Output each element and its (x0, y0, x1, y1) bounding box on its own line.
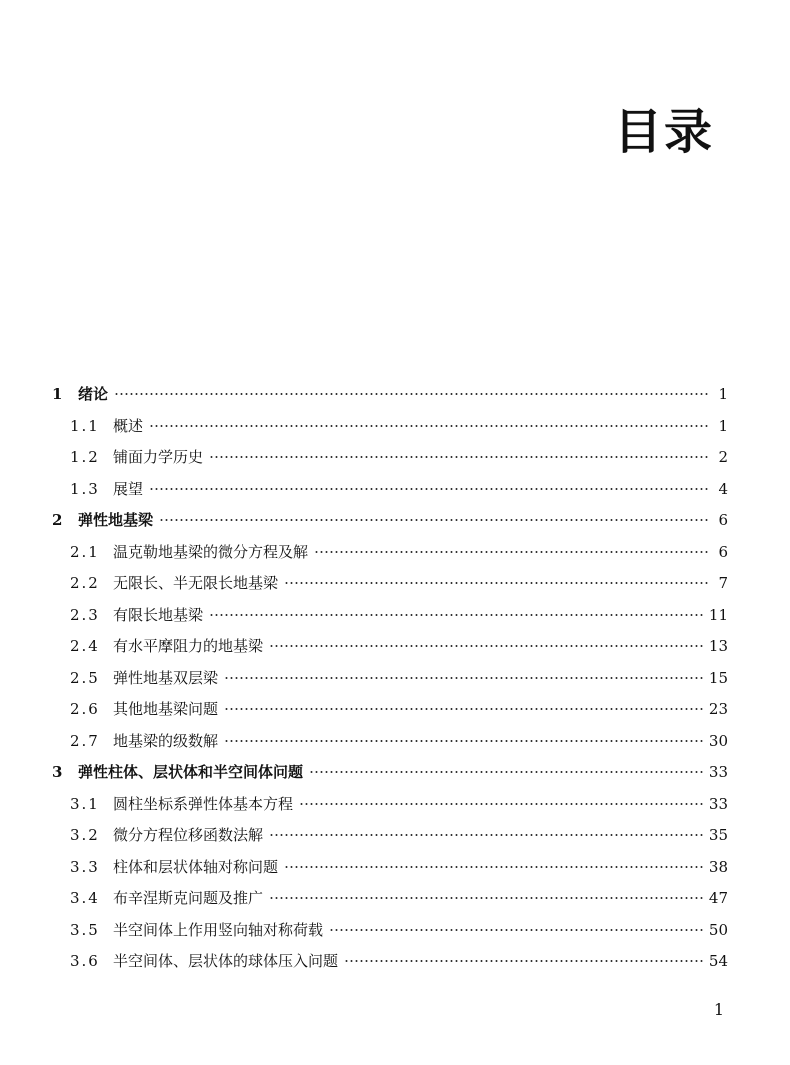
dot-leader (224, 695, 703, 723)
toc-entry[interactable] (0, 601, 790, 629)
toc-entry-page: 33 (708, 794, 728, 813)
toc-entry-page: 1 (718, 416, 728, 435)
toc-entry[interactable] (0, 632, 790, 660)
toc-entry[interactable] (0, 412, 790, 440)
toc-entry-line (113, 821, 728, 849)
toc-entry-line (113, 790, 728, 818)
toc-entry-number: 1.2 (70, 447, 100, 466)
toc-entry-page: 2 (718, 447, 728, 466)
toc-entry-page: 54 (708, 951, 728, 970)
toc-entry-page: 6 (718, 510, 728, 529)
toc-entry-title: 铺面力学历史 (113, 447, 204, 466)
toc-entry[interactable] (0, 853, 790, 881)
toc-entry-line (78, 380, 728, 408)
toc-entry-title: 弹性地基双层梁 (113, 668, 219, 687)
toc-entry-line (113, 853, 728, 881)
toc-entry[interactable] (0, 538, 790, 566)
toc-entry-title: 半空间体上作用竖向轴对称荷载 (113, 920, 324, 939)
toc-entry-number: 3.1 (70, 794, 100, 813)
toc-entry-page: 47 (708, 888, 728, 907)
toc-entry[interactable] (0, 569, 790, 597)
toc-entry-title: 有水平摩阻力的地基梁 (113, 636, 264, 655)
toc-entry-number: 1 (52, 384, 63, 403)
toc-entry-line (113, 884, 728, 912)
toc-entry-line (113, 947, 728, 975)
toc-entry[interactable] (0, 947, 790, 975)
toc-entry-line (113, 695, 728, 723)
toc-entry-page: 38 (708, 857, 728, 876)
toc-entry-line (113, 632, 728, 660)
toc-entry[interactable] (0, 758, 790, 786)
toc-entry-title: 弹性柱体、层状体和半空间体问题 (78, 762, 304, 781)
toc-entry-page: 50 (708, 920, 728, 939)
toc-entry-page: 11 (708, 605, 728, 624)
toc-entry-title: 有限长地基梁 (113, 605, 204, 624)
toc-entry-page: 4 (718, 479, 728, 498)
toc-entry-number: 2.3 (70, 605, 100, 624)
toc-entry[interactable] (0, 821, 790, 849)
toc-entry-title: 绪论 (78, 384, 109, 403)
dot-leader (314, 538, 710, 566)
toc-entry-title: 地基梁的级数解 (113, 731, 219, 750)
toc-entry-number: 2.1 (70, 542, 100, 561)
toc-entry-title: 概述 (113, 416, 144, 435)
dot-leader (299, 790, 703, 818)
dot-leader (344, 947, 703, 975)
toc-entry-number: 2.7 (70, 731, 100, 750)
toc-entry[interactable] (0, 380, 790, 408)
toc-entry-title: 布辛涅斯克问题及推广 (113, 888, 264, 907)
toc-entry-line (113, 569, 728, 597)
toc-entry-line (113, 412, 728, 440)
page-title: 目录 (613, 104, 714, 160)
toc-entry-number: 2.2 (70, 573, 100, 592)
toc-entry-number: 3.5 (70, 920, 100, 939)
toc-entry-line (113, 727, 728, 755)
toc-entry-line (113, 601, 728, 629)
dot-leader (269, 884, 703, 912)
toc-entry-line (113, 475, 728, 503)
toc-entry-number: 3.3 (70, 857, 100, 876)
toc-entry-page: 1 (718, 384, 728, 403)
toc-entry-line (113, 664, 728, 692)
toc-entry-title: 半空间体、层状体的球体压入问题 (113, 951, 339, 970)
toc-entry-number: 2.4 (70, 636, 100, 655)
toc-entry-number: 3 (52, 762, 63, 781)
toc-entry[interactable] (0, 506, 790, 534)
dot-leader (269, 821, 703, 849)
toc-entry-number: 1.3 (70, 479, 100, 498)
page-number: 1 (713, 1000, 724, 1019)
dot-leader (149, 412, 710, 440)
toc-entry-number: 2.6 (70, 699, 100, 718)
dot-leader (329, 916, 703, 944)
toc-entry[interactable] (0, 790, 790, 818)
toc-entry-number: 2.5 (70, 668, 100, 687)
toc-entry-title: 温克勒地基梁的微分方程及解 (113, 542, 309, 561)
toc-entry-line (113, 443, 728, 471)
toc-entry-page: 13 (708, 636, 728, 655)
toc-entry-title: 柱体和层状体轴对称问题 (113, 857, 279, 876)
dot-leader (269, 632, 703, 660)
toc-entry[interactable] (0, 695, 790, 723)
toc-entry-number: 3.4 (70, 888, 100, 907)
toc-entry-page: 6 (718, 542, 728, 561)
toc-entry-title: 圆柱坐标系弹性体基本方程 (113, 794, 294, 813)
toc-entry[interactable] (0, 884, 790, 912)
dot-leader (209, 443, 710, 471)
toc-entry-number: 1.1 (70, 416, 100, 435)
toc-entry-title: 其他地基梁问题 (113, 699, 219, 718)
toc-entry[interactable] (0, 664, 790, 692)
toc-entry-number: 3.2 (70, 825, 100, 844)
dot-leader (149, 475, 710, 503)
toc-entry[interactable] (0, 727, 790, 755)
toc-entry-page: 7 (718, 573, 728, 592)
toc-entry-title: 弹性地基梁 (78, 510, 154, 529)
toc-entry-number: 2 (52, 510, 63, 529)
toc-entry-title: 展望 (113, 479, 144, 498)
dot-leader (284, 853, 703, 881)
toc-entry[interactable] (0, 475, 790, 503)
toc-entry-line (78, 506, 728, 534)
toc-entry-line (113, 916, 728, 944)
dot-leader (209, 601, 703, 629)
toc-entry-page: 35 (708, 825, 728, 844)
dot-leader (224, 727, 703, 755)
toc-entry-page: 23 (708, 699, 728, 718)
toc-entry-page: 30 (708, 731, 728, 750)
toc-entry-number: 3.6 (70, 951, 100, 970)
toc-entry-line (113, 538, 728, 566)
dot-leader (224, 664, 703, 692)
toc-entry-page: 15 (708, 668, 728, 687)
toc-entry[interactable] (0, 443, 790, 471)
dot-leader (284, 569, 710, 597)
dot-leader (309, 758, 703, 786)
toc-entry-line (78, 758, 728, 786)
toc-entry-title: 无限长、半无限长地基梁 (113, 573, 279, 592)
toc-entry-title: 微分方程位移函数法解 (113, 825, 264, 844)
toc-entry[interactable] (0, 916, 790, 944)
dot-leader (114, 380, 710, 408)
dot-leader (159, 506, 710, 534)
toc-entry-page: 33 (708, 762, 728, 781)
